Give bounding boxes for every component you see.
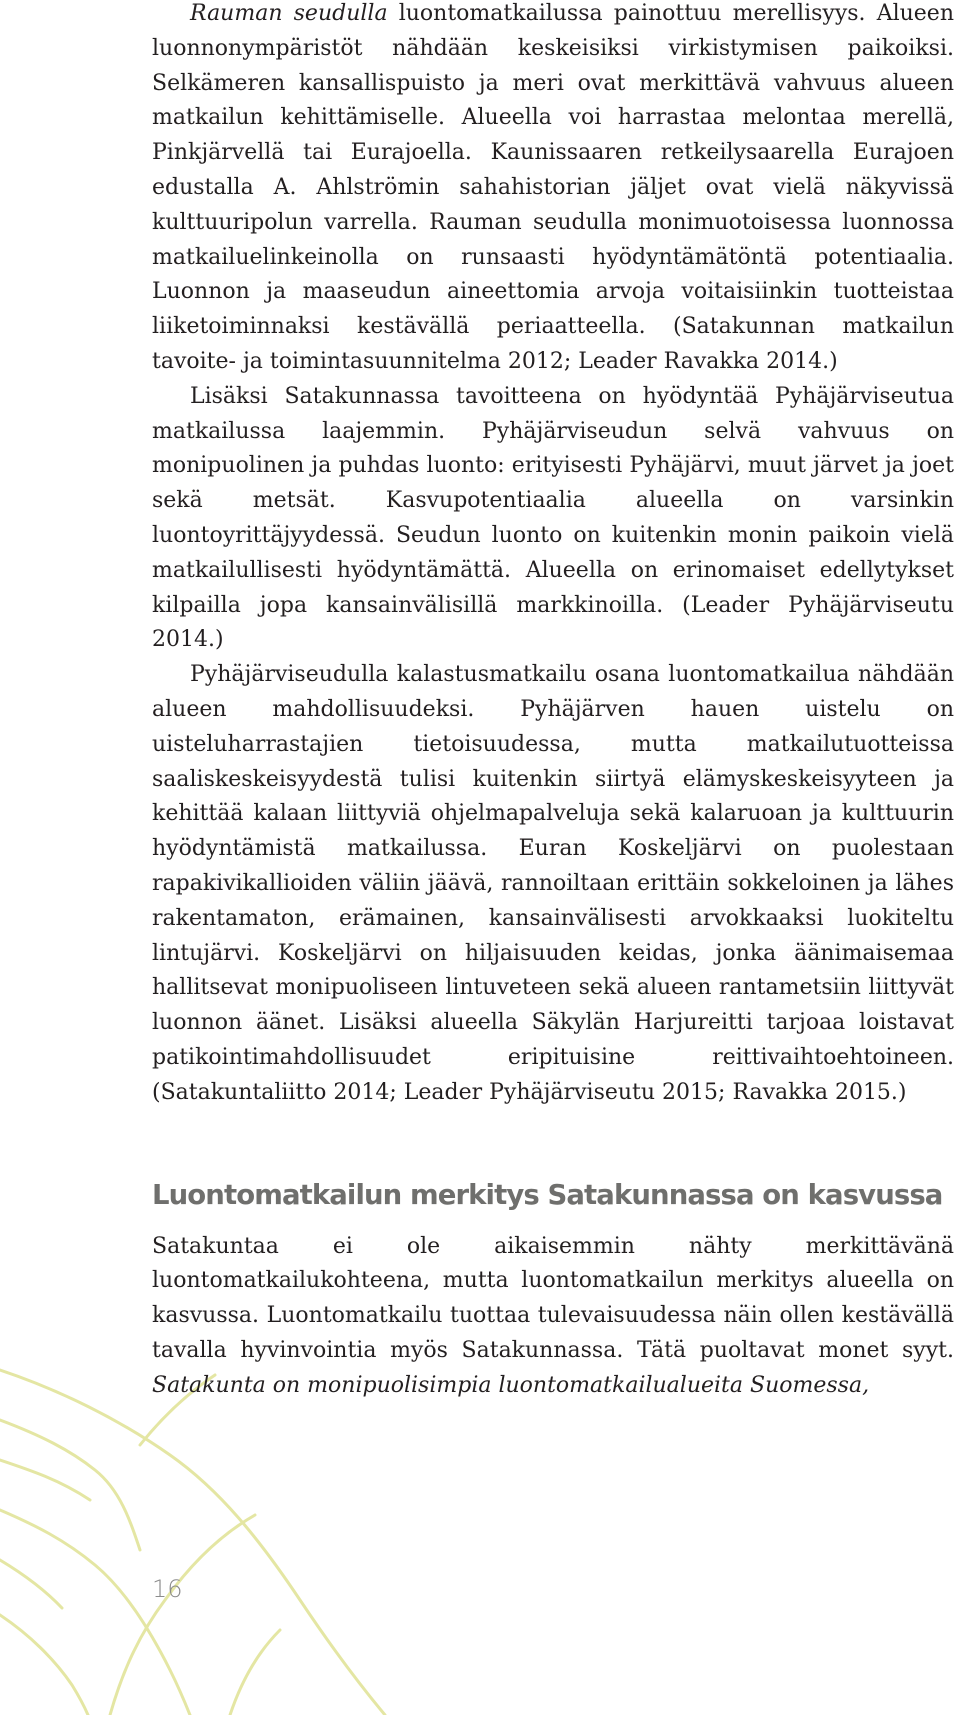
paragraph-kalastus: Pyhäjärviseudulla kalastusmatkailu osana luontomatkailua nähdään alueen mahdollisuudeksi. Pyhäjärven hauen uistelu on uisteluharrastajien tietoisuudessa, mutta matkailutuotteissa saaliskeskeisyydestä tulisi kuitenkin siirtyä elämyskeskeisyyteen ja kehittää kalaan liittyviä ohjelmapalveluja sekä kalaruoan ja kulttuurin hyödyntämistä matkailussa. Euran Koskeljärvi on puolestaan rapakivikallioiden väliin jäävä, rannoiltaan erittäin sokkeloinen ja lähes rakentamaton, erämainen, kansainvälisesti arvokkaaksi luokiteltu lintujärvi. Koskeljärvi on hiljaisuuden keidas, jonka äänimaisemaa hallitsevat monipuoliseen lintuveteen sekä alueen rantametsiin liittyvät luonnon äänet. Lisäksi alueella Säkylän Harjureitti tarjoaa loistavat patikointimahdollisuudet eripituisine reittivaihtoehtoineen. (Satakuntaliitto 2014; Leader Pyhäjärviseutu 2015; Ravakka 2015.) — [152, 662, 954, 1105]
page-number: 16 — [152, 1575, 183, 1603]
paragraph-rauma-text: luontomatkailussa painottuu merellisyys. Alueen luonnonympäristöt nähdään keskeisiksi virkistymisen paikoiksi. Selkämeren kansallispuisto ja meri ovat merkittävä vahvuus alueen matkailun kehittämiselle. Alueella voi harrastaa melontaa merellä, Pinkjärvellä tai Eurajoella. Kaunissaaren retkeilysaarella Eurajoen edustalla A. Ahlströmin sahahistorian jäljet ovat vielä näkyvissä kulttuuripolun varrella. Rauman seudulla monimuotoisessa luonnossa matkailuelinkeinolla on runsaasti hyödyntämätöntä potentiaalia. Luonnon ja maaseudun aineettomia arvoja voitaisiinkin tuotteistaa liiketoiminnaksi kestävällä periaatteella. (Satakunnan matkailun tavoite- ja toimintasuunnitelma 2012; Leader Ravakka 2014.) — [152, 1, 954, 374]
paragraph-satakunta-italic: Satakunta on monipuolisimpia luontomatkailualueita Suomessa, — [152, 1372, 870, 1398]
paragraph-rauma — [152, 0, 954, 380]
section-heading: Luontomatkailun merkitys Satakunnassa on kasvussa — [152, 1178, 943, 1211]
paragraph-rauma-italic: Rauman seudulla — [190, 1, 388, 26]
paragraph-satakunta-text: Satakuntaa ei ole aikaisemmin nähty merkittävänä luontomatkailukohteena, mutta luontomatkailun merkitys alueella on kasvussa. Luontomatkailu tuottaa tulevaisuudessa näin ollen kestävällä tavalla hyvinvointia myös Satakunnassa. Tätä puoltavat monet syyt. — [152, 1233, 954, 1363]
leaf-vein-decoration-icon — [0, 1350, 400, 1715]
paragraph-satakunta — [152, 1230, 954, 1404]
paragraph-pyhajarvi: Lisäksi Satakunnassa tavoitteena on hyödyntää Pyhäjärviseutua matkailussa laajemmin. Pyhäjärviseudun selvä vahvuus on monipuolinen ja puhdas luonto: erityisesti Pyhäjärvi, muut järvet ja joet sekä metsät. Kasvupotentiaalia alueella on varsinkin luontoyrittäjyydessä. Seudun luonto on kuitenkin monin paikoin vielä matkailullisesti hyödyntämättä. Alueella on erinomaiset edellytykset kilpailla jopa kansainvälisillä markkinoilla. (Leader Pyhäjärviseutu 2014.) — [152, 383, 954, 653]
text-column — [152, 0, 954, 1403]
